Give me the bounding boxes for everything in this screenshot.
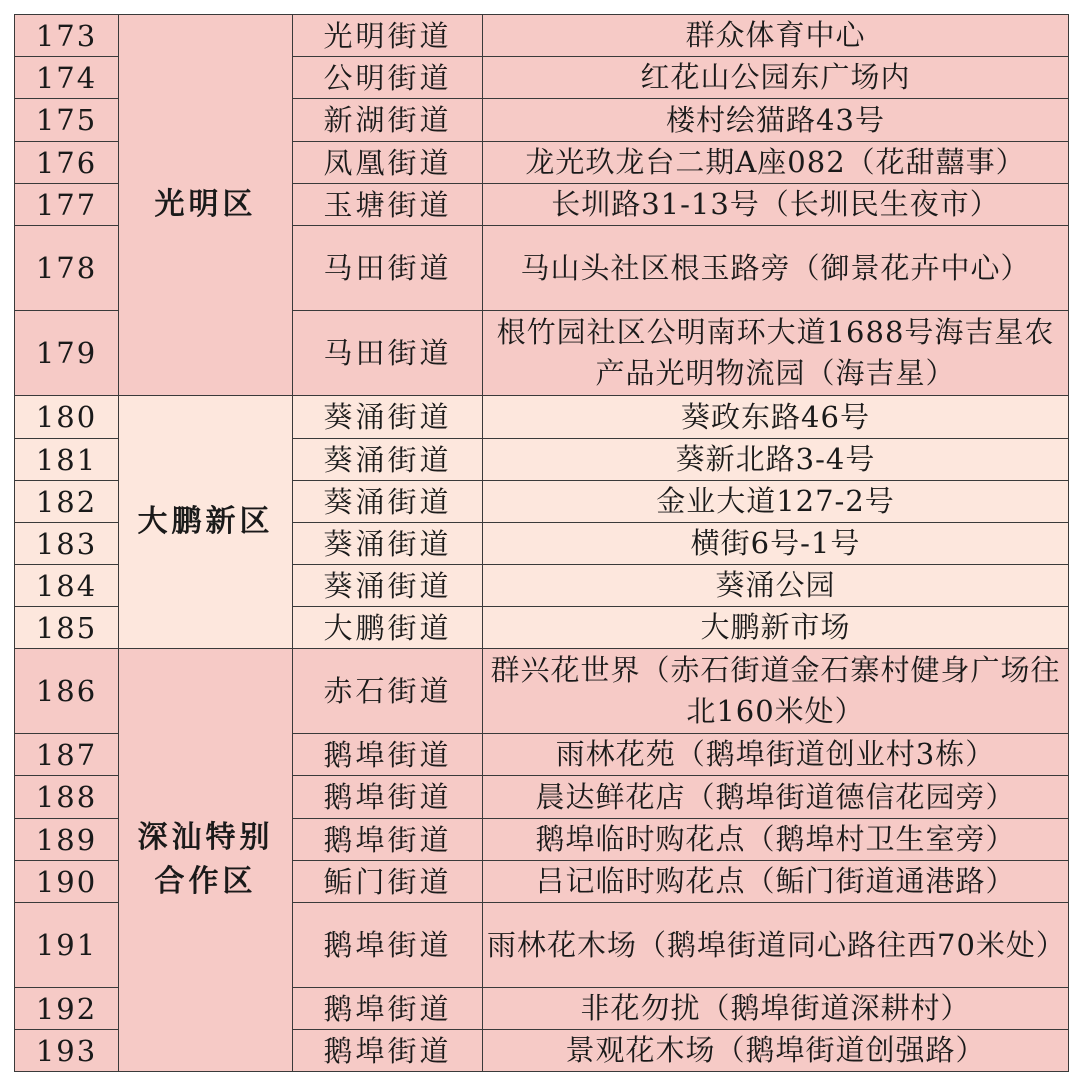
row-number: 192 <box>15 988 119 1030</box>
street-cell: 大鹏街道 <box>293 607 483 649</box>
location-cell: 晨达鲜花店（鹅埠街道德信花园旁） <box>483 776 1069 819</box>
location-cell: 群众体育中心 <box>483 15 1069 57</box>
location-cell: 非花勿扰（鹅埠街道深耕村） <box>483 988 1069 1030</box>
street-cell: 葵涌街道 <box>293 396 483 439</box>
location-cell: 雨林花木场（鹅埠街道同心路往西70米处） <box>483 903 1069 988</box>
district-cell: 深汕特别合作区 <box>119 649 293 1072</box>
flower-purchase-points-table <box>14 14 1069 1072</box>
table-row <box>15 396 1069 439</box>
street-cell: 鲘门街道 <box>293 861 483 903</box>
row-number: 182 <box>15 481 119 523</box>
row-number: 183 <box>15 523 119 565</box>
street-cell: 葵涌街道 <box>293 439 483 481</box>
location-cell: 景观花木场（鹅埠街道创强路） <box>483 1030 1069 1072</box>
location-cell: 龙光玖龙台二期A座082（花甜囍事） <box>483 142 1069 184</box>
location-cell: 吕记临时购花点（鲘门街道通港路） <box>483 861 1069 903</box>
district-cell: 光明区 <box>119 15 293 396</box>
street-cell: 赤石街道 <box>293 649 483 734</box>
street-cell: 鹅埠街道 <box>293 776 483 819</box>
street-cell: 葵涌街道 <box>293 565 483 607</box>
location-cell: 群兴花世界（赤石街道金石寨村健身广场往北160米处） <box>483 649 1069 734</box>
row-number: 173 <box>15 15 119 57</box>
row-number: 193 <box>15 1030 119 1072</box>
row-number: 174 <box>15 57 119 99</box>
row-number: 177 <box>15 184 119 226</box>
row-number: 189 <box>15 819 119 861</box>
table-row <box>15 15 1069 57</box>
location-cell: 红花山公园东广场内 <box>483 57 1069 99</box>
location-cell: 长圳路31-13号（长圳民生夜市） <box>483 184 1069 226</box>
location-cell: 金业大道127-2号 <box>483 481 1069 523</box>
district-cell: 大鹏新区 <box>119 396 293 649</box>
row-number: 185 <box>15 607 119 649</box>
row-number: 190 <box>15 861 119 903</box>
location-cell: 雨林花苑（鹅埠街道创业村3栋） <box>483 734 1069 776</box>
location-cell: 马山头社区根玉路旁（御景花卉中心） <box>483 226 1069 311</box>
row-number: 184 <box>15 565 119 607</box>
row-number: 191 <box>15 903 119 988</box>
location-cell: 葵涌公园 <box>483 565 1069 607</box>
location-cell: 大鹏新市场 <box>483 607 1069 649</box>
street-cell: 玉塘街道 <box>293 184 483 226</box>
street-cell: 鹅埠街道 <box>293 903 483 988</box>
row-number: 175 <box>15 99 119 142</box>
row-number: 187 <box>15 734 119 776</box>
row-number: 179 <box>15 311 119 396</box>
row-number: 176 <box>15 142 119 184</box>
street-cell: 公明街道 <box>293 57 483 99</box>
street-cell: 新湖街道 <box>293 99 483 142</box>
row-number: 178 <box>15 226 119 311</box>
table-row <box>15 649 1069 734</box>
location-cell: 根竹园社区公明南环大道1688号海吉星农产品光明物流园（海吉星） <box>483 311 1069 396</box>
table-body <box>15 15 1069 1072</box>
row-number: 181 <box>15 439 119 481</box>
street-cell: 马田街道 <box>293 311 483 396</box>
street-cell: 葵涌街道 <box>293 481 483 523</box>
street-cell: 鹅埠街道 <box>293 734 483 776</box>
row-number: 186 <box>15 649 119 734</box>
location-cell: 横街6号-1号 <box>483 523 1069 565</box>
street-cell: 鹅埠街道 <box>293 1030 483 1072</box>
street-cell: 鹅埠街道 <box>293 819 483 861</box>
location-cell: 鹅埠临时购花点（鹅埠村卫生室旁） <box>483 819 1069 861</box>
street-cell: 凤凰街道 <box>293 142 483 184</box>
street-cell: 光明街道 <box>293 15 483 57</box>
location-cell: 楼村绘猫路43号 <box>483 99 1069 142</box>
row-number: 180 <box>15 396 119 439</box>
location-cell: 葵新北路3-4号 <box>483 439 1069 481</box>
row-number: 188 <box>15 776 119 819</box>
street-cell: 鹅埠街道 <box>293 988 483 1030</box>
street-cell: 葵涌街道 <box>293 523 483 565</box>
location-cell: 葵政东路46号 <box>483 396 1069 439</box>
street-cell: 马田街道 <box>293 226 483 311</box>
